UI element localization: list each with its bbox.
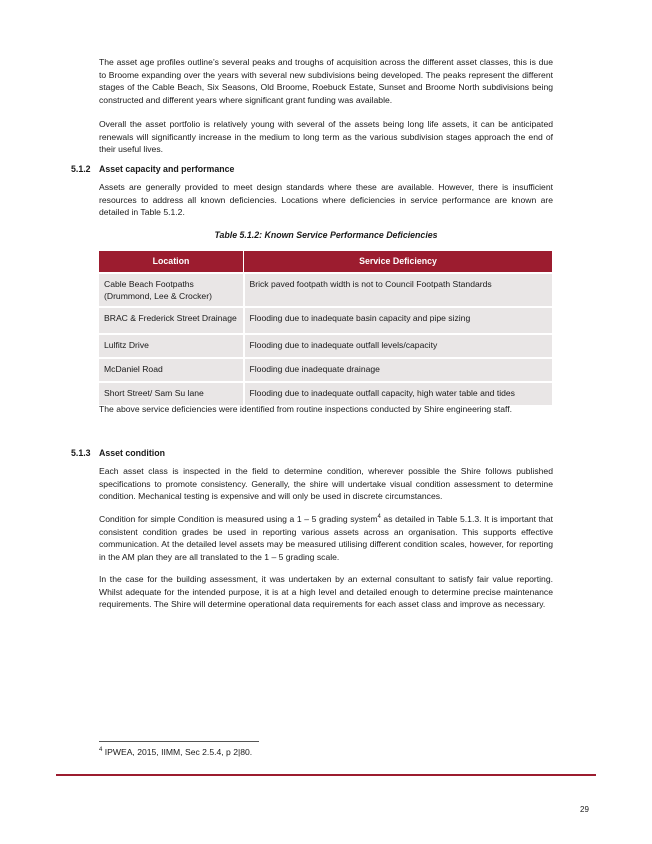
para2-text-before: Condition for simple Condition is measured using a 1 – 5 grading system [99,514,378,524]
cell-deficiency: Brick paved footpath width is not to Council Footpath Standards [244,273,553,307]
table-row [99,382,552,405]
cell-location: BRAC & Frederick Street Drainage [99,307,244,334]
footnote-marker: 4 [99,747,103,754]
after-table-text: The above service deficiencies were identified from routine inspections conducted by Shire engineering staff. [99,404,513,414]
cell-deficiency: Flooding due inadequate drainage [244,358,553,382]
section-number: 5.1.2 [71,164,91,174]
table-caption: Table 5.1.2: Known Service Performance Deficiencies [214,230,438,240]
table-row [99,273,552,307]
cell-location: McDaniel Road [99,358,244,382]
deficiency-table [99,251,552,405]
condition-paragraph-2 [99,513,553,563]
header-service-deficiency: Service Deficiency [244,251,553,273]
cell-location: Lulfitz Drive [99,334,244,358]
table-header-row [99,251,552,273]
intro-paragraph-2: Overall the asset portfolio is relatively young with several of the assets being long life assets, it can be anticipated renewals will significantly increase in the medium to long term as the various subdivision stages approach the end of their useful lives. [99,119,553,155]
cell-deficiency: Flooding due to inadequate basin capacity and pipe sizing [244,307,553,334]
table-row [99,358,552,382]
table-row [99,307,552,334]
section-number: 5.1.3 [71,448,91,458]
capacity-paragraph: Assets are generally provided to meet design standards where these are available. However, there is insufficient resources to address all known deficiencies. Locations where deficiencies in service performance are known are detailed in Table 5.1.2. [99,182,553,218]
condition-paragraph-1: Each asset class is inspected in the field to determine condition, wherever possible the Shire follows published specifications to promote consistency. Generally, the shire will undertake visual condition assessment to determine condition. Mechanical testing is expensive and will only be used in discrete circumstances. [99,466,553,502]
table-row [99,334,552,358]
section-heading-5-1-3 [71,447,165,460]
footer-rule [56,774,596,776]
page-number: 29 [580,805,589,814]
para2-text-after: as detailed in Table 5.1.3. It is important that consistent condition grades be used in reporting various assets across an organisation. This supports effective communication. At the detailed level assets may be measured utilising different condition scales, however, for reporting in the AM plan they are all translated to the 1 – 5 grading scale. [99,514,553,562]
footnote-reference: 4 [377,514,381,521]
footnote-divider [99,741,259,742]
condition-paragraph-3: In the case for the building assessment, it was undertaken by an external consultant to satisfy fair value reporting. Whilst adequate for the intended purpose, it is at a high level and detailed enough to determine precise maintenance requirements. The Shire will determine operational data requirements for each asset class and improve as necessary. [99,574,553,610]
footnote-text: IPWEA, 2015, IIMM, Sec 2.5.4, p 2|80. [102,747,253,757]
section-title: Asset capacity and performance [99,164,235,174]
section-title: Asset condition [99,448,165,458]
header-location: Location [99,251,244,273]
cell-location: Short Street/ Sam Su lane [99,382,244,405]
cell-location: Cable Beach Footpaths (Drummond, Lee & Crocker) [99,273,244,307]
intro-paragraph-1: The asset age profiles outline’s several peaks and troughs of acquisition across the different asset classes, this is due to Broome expanding over the years with several new subdivisions being developed. The peaks represent the different stages of the Cable Beach, Six Seasons, Old Broome, Roebuck Estate, Sunset and Broome North subdivisions being constructed and different years where significant grant funding was available. [99,57,553,105]
footnote [99,746,252,759]
cell-deficiency: Flooding due to inadequate outfall capacity, high water table and tides [244,382,553,405]
section-heading-5-1-2 [71,163,234,176]
cell-deficiency: Flooding due to inadequate outfall levels/capacity [244,334,553,358]
